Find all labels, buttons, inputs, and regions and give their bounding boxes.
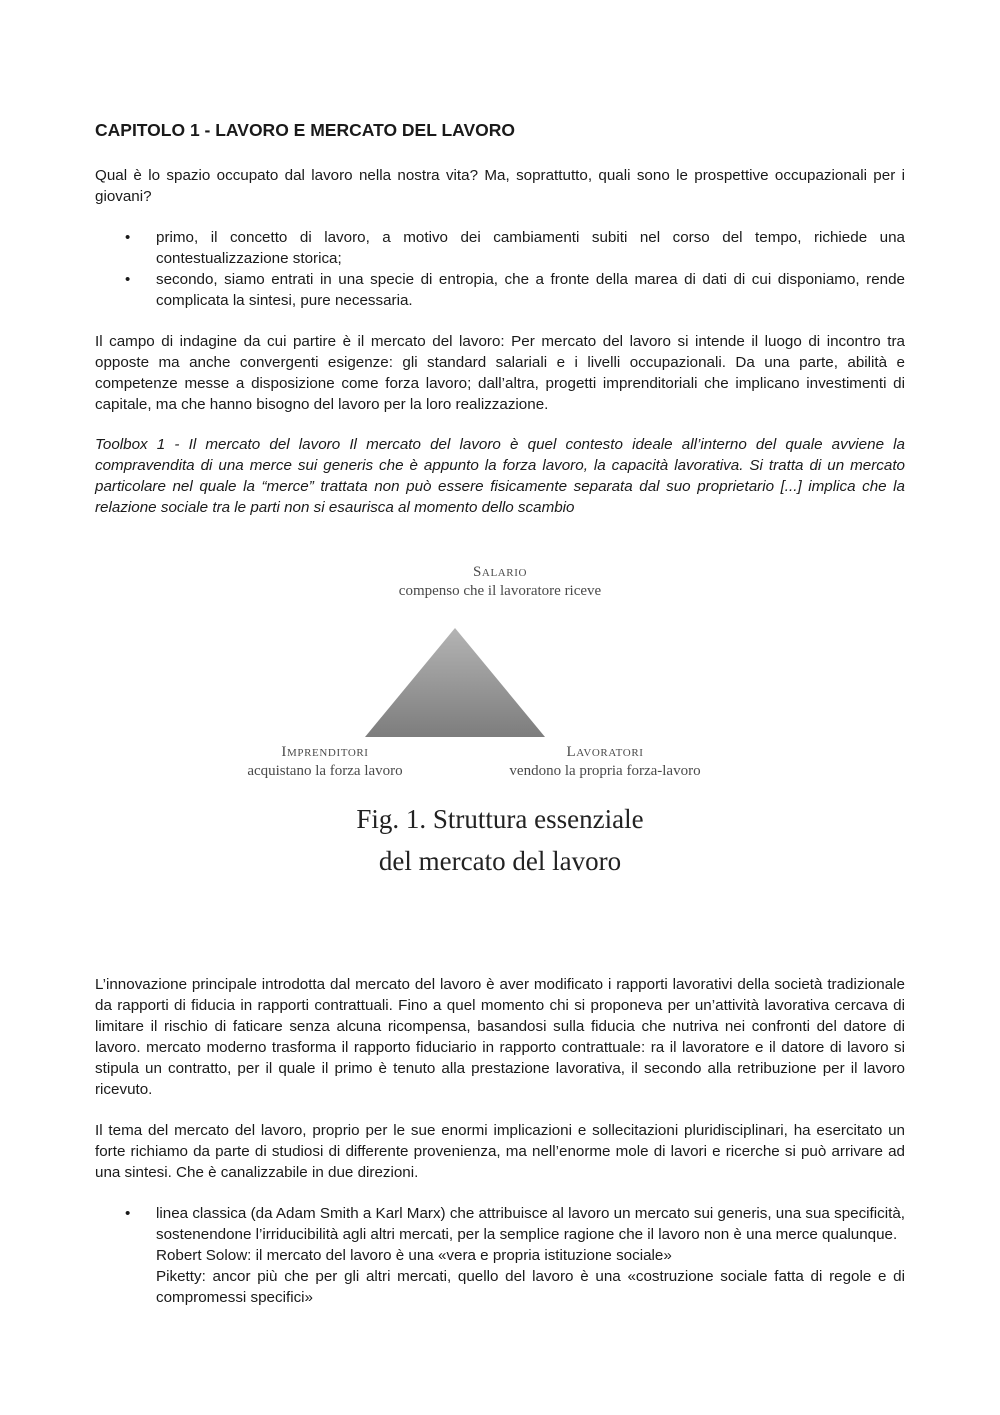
bullet-icon: • bbox=[125, 1205, 131, 1222]
tema-paragraph: Il tema del mercato del lavoro, proprio per le sue enormi implicazioni e sollecitazioni pluridisciplinari, ha esercitato un forte richiamo da parte di studiosi di differente provenienza, ma nell’enorme mole di lavori e ricerche si può arrivare ad una sintesi. Che è canalizzabile in due direzioni. bbox=[95, 1122, 905, 1181]
label-lavoratori-sub: vendono la propria forza-lavoro bbox=[509, 763, 701, 779]
label-lavoratori bbox=[480, 743, 730, 781]
toolbox-paragraph: Toolbox 1 - Il mercato del lavoro Il mercato del lavoro è quel contesto ideale all’interno del quale avviene la compravendita di una merce sui generis che è appunto la forza lavoro, la capacità lavorativa. Si tratta di un mercato particolare nel quale la “merce” trattata non può essere fisicamente separata dal suo proprietario [...] implica che la relazione sociale tra le parti non si esaurisca al momento dello scambio bbox=[95, 436, 905, 516]
triangle-shape bbox=[365, 628, 545, 737]
label-salario-head: Salario bbox=[472, 564, 528, 580]
label-lavoratori-head: Lavoratori bbox=[566, 744, 644, 760]
label-imprenditori-sub: acquistano la forza lavoro bbox=[247, 763, 403, 779]
caption-line-2: del mercato del lavoro bbox=[378, 846, 622, 876]
list-item bbox=[95, 1203, 905, 1308]
bullet-list-2 bbox=[95, 1203, 905, 1308]
list-item bbox=[95, 227, 905, 269]
list-item-text: primo, il concetto di lavoro, a motivo dei cambiamenti subiti nel corso del tempo, richiede una contestualizzazione storica; bbox=[156, 229, 905, 267]
list-item-text: linea classica (da Adam Smith a Karl Marx) che attribuisce al lavoro un mercato sui generis, una sua specificità, sostenendone l’irriducibilità agli altri mercati, per la semplice ragione che il lavoro non è una merce qualunque. bbox=[156, 1205, 905, 1243]
label-imprenditori-head: Imprenditori bbox=[281, 744, 369, 760]
bullet-icon: • bbox=[125, 229, 131, 246]
list-item bbox=[95, 269, 905, 311]
caption-line-1: Fig. 1. Struttura essenziale bbox=[356, 804, 644, 834]
label-salario-sub: compenso che il lavoratore riceve bbox=[398, 583, 602, 599]
figure-market-structure bbox=[95, 563, 905, 956]
list-item-text: secondo, siamo entrati in una specie di entropia, che a fronte della marea di dati di cui disponiamo, rende complicata la sintesi, pure necessaria. bbox=[156, 271, 905, 309]
figure-caption bbox=[245, 798, 755, 882]
label-imprenditori bbox=[210, 743, 440, 781]
chapter-title: CAPITOLO 1 - LAVORO E MERCATO DEL LAVORO bbox=[95, 120, 516, 140]
piketty-quote: Piketty: ancor più che per gli altri mercati, quello del lavoro è una «costruzione sociale fatta di regole e di compromessi specifici» bbox=[156, 1268, 905, 1306]
market-paragraph: Il campo di indagine da cui partire è il mercato del lavoro: Per mercato del lavoro si intende il luogo di incontro tra opposte ma anche convergenti esigenze: gli standard salariali e i livelli occupazionali. Da una parte, abilità e competenze messe a disposizione come forza lavoro; dall’altra, progetti imprenditoriali che implicano investimenti di capitale, ma che hanno bisogno del lavoro per la loro realizzazione. bbox=[95, 333, 905, 413]
bullet-icon: • bbox=[125, 271, 131, 288]
document-body bbox=[95, 118, 905, 1308]
bullet-list-1 bbox=[95, 227, 905, 311]
innovation-paragraph: L’innovazione principale introdotta dal mercato del lavoro è aver modificato i rapporti lavorativi della società tradizionale da rapporti di fiducia in rapporti contrattuali. Fino a quel momento chi si proponeva per un’attività lavorativa cercava di limitare il rischio di faticare senza alcuna ricompensa, basandosi sulla fiducia che nutriva nei confronti del datore di lavoro. mercato moderno trasforma il rapporto fiduciario in rapporto contrattuale: ra il lavoratore e il datore di lavoro si stipula un contratto, per il quale il primo è tenuto alla prestazione lavorativa, il secondo alla retribuzione per il lavoro ricevuto. bbox=[95, 976, 905, 1098]
solow-quote: Robert Solow: il mercato del lavoro è una «vera e propria istituzione sociale» bbox=[156, 1247, 672, 1264]
intro-paragraph: Qual è lo spazio occupato dal lavoro nella nostra vita? Ma, soprattutto, quali sono le prospettive occupazionali per i giovani? bbox=[95, 167, 905, 205]
label-salario bbox=[340, 563, 660, 601]
